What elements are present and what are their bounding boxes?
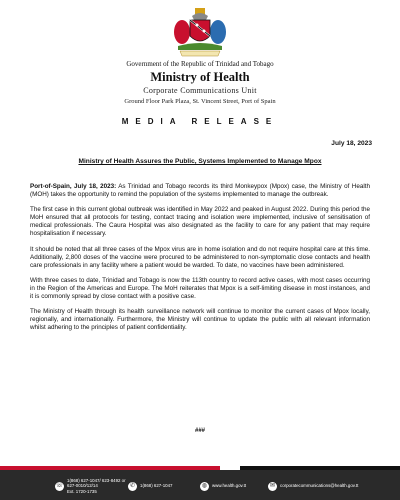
media-release-label: MEDIA RELEASE	[121, 117, 279, 126]
paragraph-3: It should be noted that all three cases of the Mpox virus are in home isolation and do not require hospital care at this time. Additionally, 2,800 doses of the vaccine were procured to be administered to non-symptomatic close contacts and health care professionals in any facility where a patient would be warded. To date, no vaccines have been administered.	[30, 245, 370, 269]
release-body	[30, 183, 370, 339]
phone-line-2: 627-0010/12/14	[67, 483, 98, 489]
fax-number: 1(868) 627-1047	[140, 483, 173, 489]
coat-of-arms-emblem	[170, 6, 230, 58]
communications-unit: Corporate Communications Unit	[143, 86, 257, 95]
paragraph-2: The first case in this current global outbreak was identified in May 2022 and peaked in August 2022. During this period the MoH ensured that all protocols for testing, contact tracing and isolation were implemented, inclusive of sensitisation of medical professionals. The Caura Hospital was also designated as the facility to care for any patient that may require hospitalisation if necessary.	[30, 206, 370, 238]
paragraph-1	[30, 183, 370, 199]
dateline: Port-of-Spain, July 18, 2023:	[30, 183, 117, 190]
end-mark: ###	[194, 428, 205, 434]
paragraph-4: With three cases to date, Trinidad and Tobago is now the 113th country to record active cases, with most cases occurring in the Region of the Americas and Europe. The MoH reiterates that Mpox is a self-limiting disease in most instances, and it is commonly spread by close contact with a positive case.	[30, 276, 370, 301]
website-link[interactable]: www.health.gov.tt	[212, 483, 247, 489]
email-link[interactable]: corporatecommunications@health.gov.tt	[280, 483, 359, 489]
ministry-address: Ground Floor Park Plaza, St. Vincent Street, Port of Spain	[124, 98, 276, 105]
paragraph-5: The Ministry of Health through its health surveillance network will continue to monitor the current cases of Mpox locally, regionally, and internationally. Furthermore, the Ministry will continue to update the public with all relevant information whilst adhering to the principles of patient confidentiality.	[30, 308, 370, 332]
mail-icon: ✉	[269, 482, 276, 489]
footer-phone-numbers	[55, 476, 127, 496]
fax-icon: ✆	[129, 482, 136, 489]
government-line: Government of the Republic of Trinidad and Tobago	[126, 60, 274, 68]
phone-icon: ☏	[55, 482, 64, 489]
release-headline: Ministry of Health Assures the Public, Systems Implemented to Manage Mpox	[78, 158, 322, 165]
ministry-name: Ministry of Health	[150, 70, 250, 84]
globe-icon: ◍	[201, 482, 208, 489]
footer-website[interactable]	[200, 476, 266, 496]
release-date: July 18, 2023	[331, 140, 372, 147]
footer-email[interactable]	[268, 476, 398, 496]
phone-line-3: Ext. 1720-1735	[67, 488, 97, 494]
phone-line-1: 1(868) 627-1047/ 623-8492 or	[67, 477, 126, 483]
paragraph-1-text: As Trinidad and Tobago records its third Monkeypox (Mpox) case, the Ministry of Health (MOH) takes the opportunity to remind the population of the systems implemented to manage the outbreak.	[30, 183, 370, 199]
footer-fax	[128, 476, 200, 496]
